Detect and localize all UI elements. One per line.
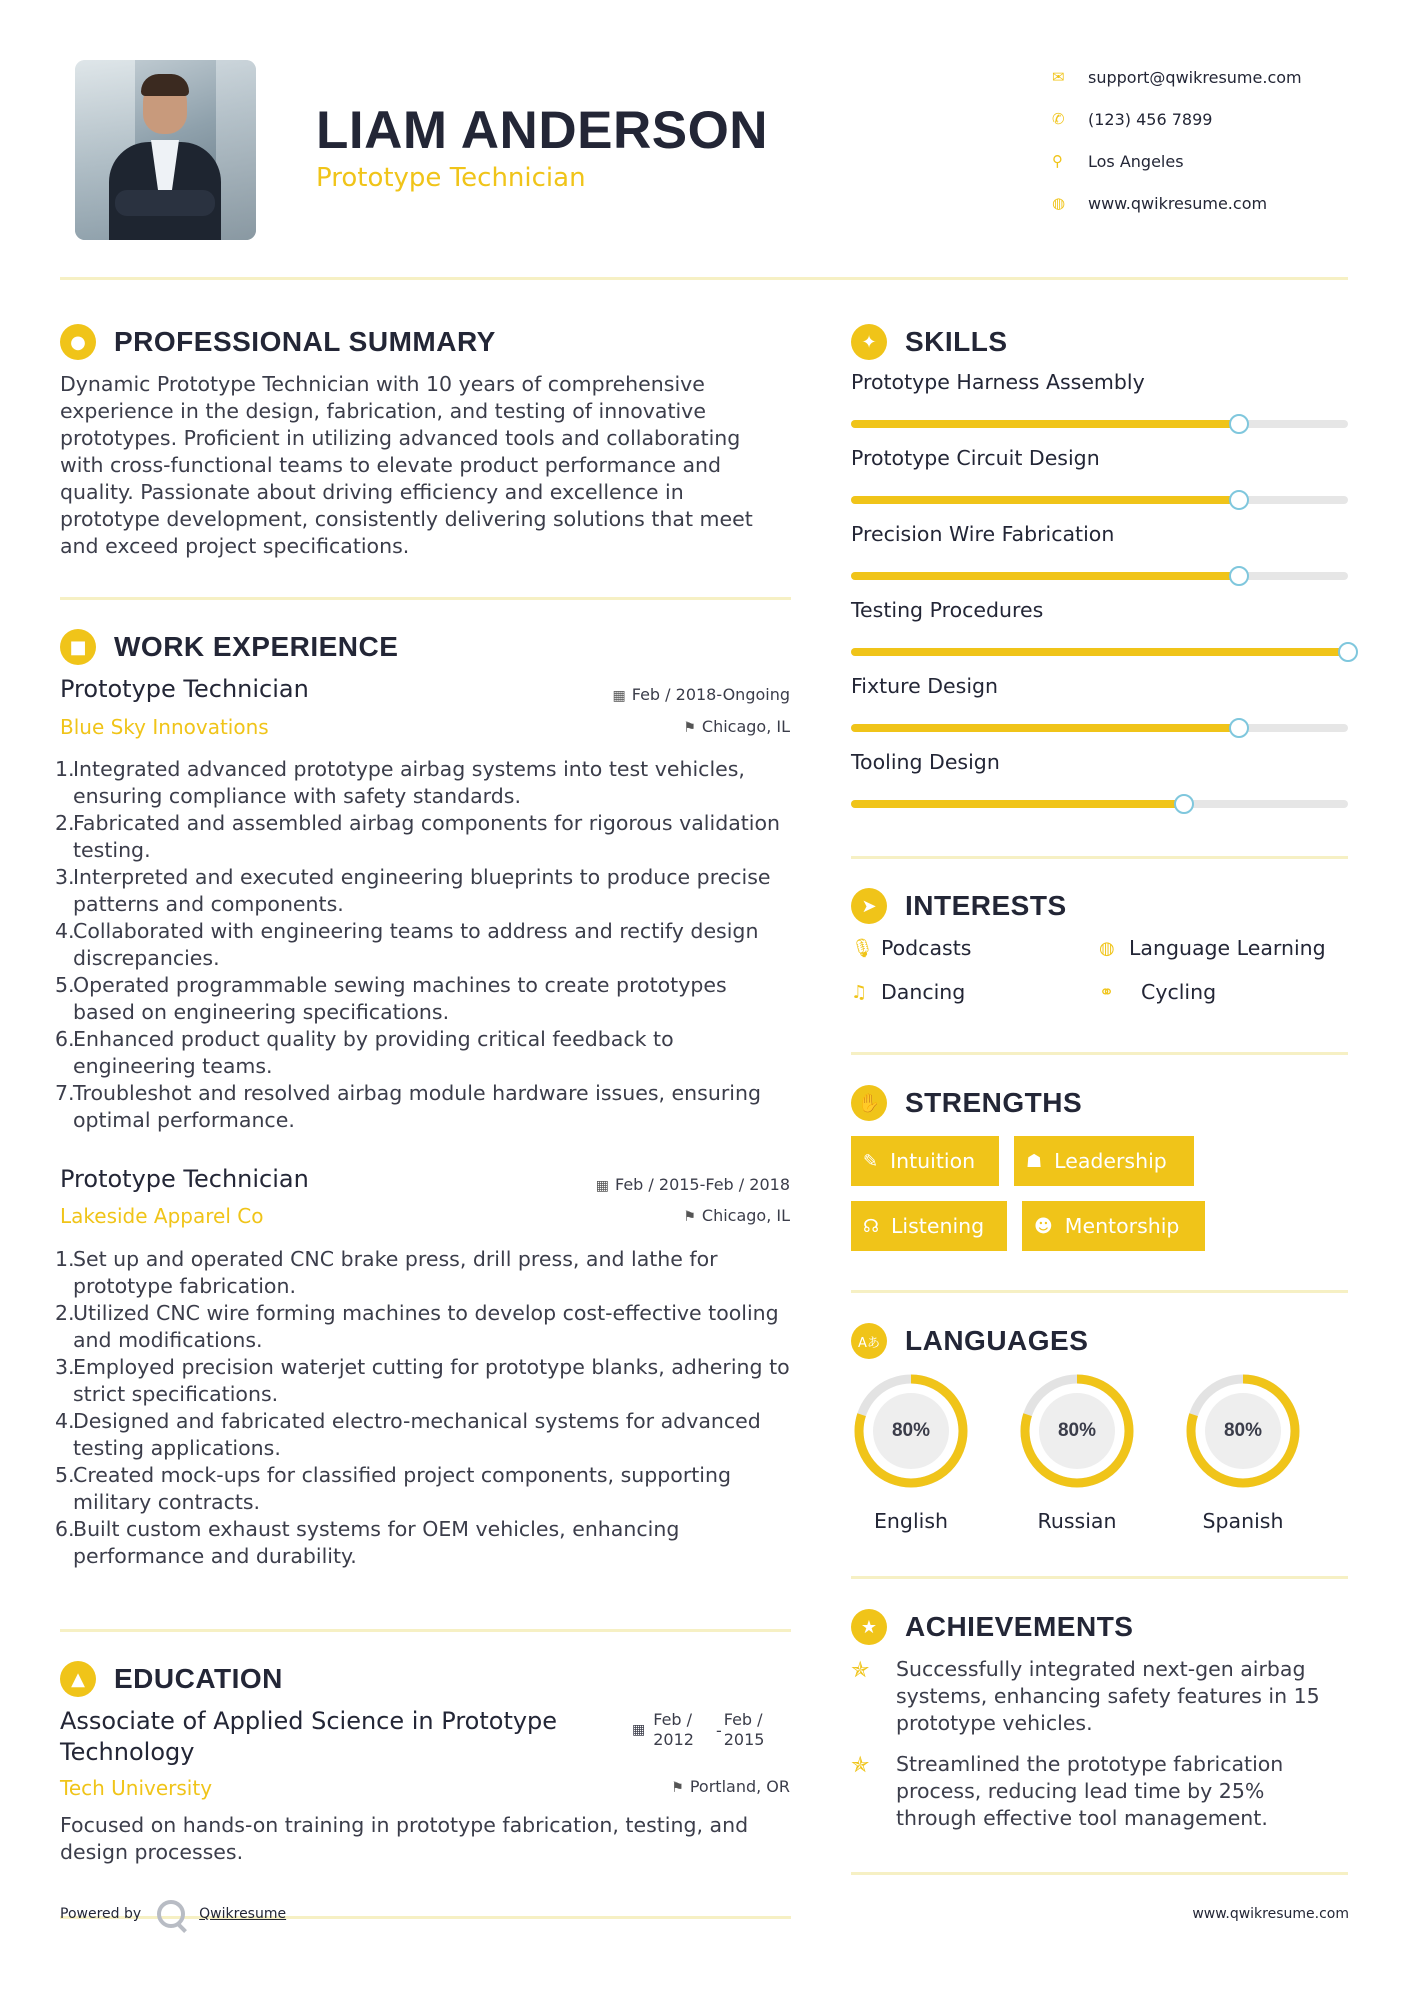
job-dates-text: Feb / 2018-Ongoing <box>631 685 790 704</box>
job-location <box>683 717 790 736</box>
skills-divider <box>851 856 1348 859</box>
skill-label: Tooling Design <box>851 750 1000 774</box>
magic-wand-icon: ✎ <box>863 1150 879 1172</box>
achievement-item <box>851 1656 1321 1737</box>
degree-title <box>60 1706 557 1768</box>
language-item <box>1017 1371 1137 1533</box>
skill-level-fill <box>851 724 1239 732</box>
job-responsibilities <box>55 1246 790 1570</box>
map-pin-icon: ⚑ <box>683 720 696 736</box>
language-item <box>1183 1371 1303 1533</box>
school-name: Tech University <box>60 1776 213 1800</box>
education-heading <box>60 1661 283 1697</box>
strengths-divider <box>851 1290 1348 1293</box>
job-company: Lakeside Apparel Co <box>60 1204 264 1228</box>
list-item: 1. Set up and operated CNC brake press, drill press, and lathe for prototype fabrication. <box>55 1247 718 1298</box>
strength-badge: ☗ Leadership <box>1014 1136 1194 1186</box>
languages-heading <box>851 1323 1088 1359</box>
globe-icon: ◍ <box>1052 194 1066 212</box>
list-item: 6. Built custom exhaust systems for OEM vehicles, enhancing performance and durability. <box>55 1517 680 1568</box>
contact-location-text: Los Angeles <box>1088 151 1184 171</box>
job-responsibilities <box>55 756 790 1134</box>
skill-level-bar <box>851 724 1348 732</box>
strength-badge: ☻ Mentorship <box>1022 1201 1205 1251</box>
skill-level-fill <box>851 496 1239 504</box>
language-item <box>851 1371 971 1533</box>
list-item: 3. Interpreted and executed engineering blueprints to produce precise patterns and components. <box>55 865 771 916</box>
experience-divider <box>60 1629 791 1632</box>
skill-label: Testing Procedures <box>851 598 1044 622</box>
paper-plane-icon: ➤ <box>851 888 887 924</box>
summary-heading <box>60 324 496 360</box>
skill-level-knob <box>1174 794 1194 814</box>
skill-level-fill <box>851 420 1239 428</box>
header-divider <box>60 277 1348 280</box>
contact-email[interactable] <box>1050 56 1380 98</box>
list-item: 5. Operated programmable sewing machines to create prototypes based on engineering specifications. <box>55 973 727 1024</box>
degree-title-line: Technology <box>60 1738 195 1766</box>
job-title: Prototype Technician <box>60 675 309 703</box>
list-item: 4. Collaborated with engineering teams to address and rectify design discrepancies. <box>55 919 759 970</box>
achievement-item <box>851 1751 1321 1832</box>
skills-title: SKILLS <box>905 326 1008 357</box>
summary-text: Dynamic Prototype Technician with 10 years of comprehensive experience in the design, fabrication, and testing of innovative prototypes. Proficient in utilizing advanced tools and collaborating with cross-functional teams to elevate product performance and quality. Passionate about driving efficiency and excellence in prototype development, consistently delivering solutions that meet and exceed project specifications. <box>60 372 753 558</box>
skill-label: Precision Wire Fabrication <box>851 522 1115 546</box>
education-dates <box>632 1710 764 1750</box>
skill-item <box>851 446 1348 470</box>
list-item: 2. Utilized CNC wire forming machines to develop cost-effective tooling and modifications. <box>55 1301 779 1352</box>
contact-website-text: www.qwikresume.com <box>1088 193 1268 213</box>
language-percent: 80% <box>891 1420 931 1441</box>
education-dash: - <box>715 1720 722 1740</box>
skill-item <box>851 370 1348 394</box>
experience-heading <box>60 629 398 665</box>
users-icon: ☗ <box>1026 1150 1043 1172</box>
skill-level-knob <box>1229 566 1249 586</box>
skill-item <box>851 598 1348 622</box>
skill-item <box>851 522 1348 546</box>
skill-level-bar <box>851 648 1348 656</box>
briefcase-icon: ■ <box>60 629 96 665</box>
education-title: EDUCATION <box>114 1663 283 1694</box>
list-item: 1. Integrated advanced prototype airbag systems into test vehicles, ensuring compliance with safety standards. <box>55 757 745 808</box>
summary-title: PROFESSIONAL SUMMARY <box>114 326 496 357</box>
education-start: Feb / 2012 <box>653 1710 694 1749</box>
skills-heading <box>851 324 1008 360</box>
interests-heading <box>851 888 1067 924</box>
location-pin-icon: ⚲ <box>1052 152 1063 170</box>
summary-divider <box>60 597 791 600</box>
calendar-icon: ▦ <box>612 688 626 704</box>
skill-label: Prototype Circuit Design <box>851 446 1100 470</box>
star-icon: ✯ <box>851 1753 870 1778</box>
skill-label: Prototype Harness Assembly <box>851 370 1145 394</box>
skill-level-knob <box>1229 718 1249 738</box>
footer-site-link[interactable]: www.qwikresume.com <box>1192 1906 1349 1922</box>
music-note-icon: ♫ <box>851 981 868 1003</box>
strengths-heading <box>851 1085 1082 1121</box>
skill-level-fill <box>851 648 1348 656</box>
contact-phone[interactable] <box>1050 98 1380 140</box>
languages-divider <box>851 1576 1348 1579</box>
bicycle-icon: ⚭ <box>1099 981 1115 1003</box>
lightbulb-icon: ✦ <box>851 324 887 360</box>
strength-badge: ✎ Intuition <box>851 1136 999 1186</box>
education-end: Feb / 2015 <box>723 1710 765 1749</box>
interest-item: ♫ Dancing <box>851 980 966 1004</box>
skill-item <box>851 750 1348 774</box>
contact-list <box>1050 56 1380 224</box>
profile-photo <box>75 60 256 240</box>
interest-item: 🎙︎ Podcasts <box>851 936 972 960</box>
list-item: 2. Fabricated and assembled airbag components for rigorous validation testing. <box>55 811 781 862</box>
interests-title: INTERESTS <box>905 890 1067 921</box>
qwikresume-logo-icon <box>157 1900 185 1928</box>
powered-by-text: Powered by <box>60 1906 142 1922</box>
strengths-title: STRENGTHS <box>905 1087 1083 1118</box>
list-item: 6. Enhanced product quality by providing critical feedback to engineering teams. <box>55 1027 674 1078</box>
skill-level-fill <box>851 572 1239 580</box>
candidate-name: LIAM ANDERSON <box>316 101 769 160</box>
skill-level-bar <box>851 800 1348 808</box>
graduation-icon: ▲ <box>60 1661 96 1697</box>
achievements-title: ACHIEVEMENTS <box>905 1611 1134 1642</box>
language-icon: Aあ <box>851 1323 887 1359</box>
skill-level-bar <box>851 420 1348 428</box>
achievements-divider <box>851 1872 1348 1875</box>
skill-level-bar <box>851 572 1348 580</box>
language-name: Spanish <box>1202 1509 1284 1533</box>
education-description: Focused on hands-on training in prototype fabrication, testing, and design processes. <box>60 1813 749 1864</box>
skill-item <box>851 674 1348 698</box>
resume-header <box>0 0 1407 280</box>
user-icon: ● <box>60 324 96 360</box>
calendar-icon: ▦ <box>595 1178 609 1194</box>
map-pin-icon: ⚑ <box>671 1780 684 1796</box>
star-icon: ✯ <box>851 1658 870 1683</box>
contact-phone-text: (123) 456 7899 <box>1088 109 1213 129</box>
language-name: Russian <box>1037 1509 1117 1533</box>
skill-level-knob <box>1338 642 1358 662</box>
job-location-text: Chicago, IL <box>701 717 790 736</box>
language-percent: 80% <box>1223 1420 1263 1441</box>
achievement-text: Streamlined the prototype fabrication process, reducing lead time by 25% through effective tool management. <box>896 1752 1284 1830</box>
skill-level-fill <box>851 800 1184 808</box>
list-item: 3. Employed precision waterjet cutting for prototype blanks, adhering to strict specifications. <box>55 1355 790 1406</box>
skill-label: Fixture Design <box>851 674 999 698</box>
star-icon: ★ <box>851 1609 887 1645</box>
interest-item: ⚭ Cycling <box>1099 980 1217 1004</box>
job-location <box>683 1206 790 1225</box>
list-item: 4. Designed and fabricated electro-mechanical systems for advanced testing applications. <box>55 1409 761 1460</box>
footer-powered-by <box>60 1900 286 1928</box>
language-percent: 80% <box>1057 1420 1097 1441</box>
achievement-text: Successfully integrated next-gen airbag systems, enhancing safety features in 15 prototype vehicles. <box>896 1657 1320 1735</box>
education-location-text: Portland, OR <box>689 1777 790 1796</box>
job-dates <box>613 685 790 704</box>
contact-website[interactable] <box>1050 182 1380 224</box>
calendar-icon: ▦ <box>632 1722 646 1738</box>
skill-level-bar <box>851 496 1348 504</box>
user-plus-icon: ☻ <box>1034 1215 1053 1237</box>
headphones-icon: ☊ <box>863 1215 879 1237</box>
strength-badge: ☊ Listening <box>851 1201 1007 1251</box>
experience-title: WORK EXPERIENCE <box>114 631 399 662</box>
degree-title-line: Associate of Applied Science in Prototype <box>60 1707 558 1735</box>
brand-link[interactable]: Qwikresume <box>199 1906 287 1922</box>
job-location-text: Chicago, IL <box>701 1206 790 1225</box>
candidate-title: Prototype Technician <box>316 163 586 193</box>
job-dates-text: Feb / 2015-Feb / 2018 <box>615 1175 790 1194</box>
interests-divider <box>851 1052 1348 1055</box>
job-company: Blue Sky Innovations <box>60 715 269 739</box>
globe-icon: ◍ <box>1099 937 1115 959</box>
skill-level-knob <box>1229 490 1249 510</box>
job-title: Prototype Technician <box>60 1165 309 1193</box>
phone-icon: ✆ <box>1052 110 1065 128</box>
skill-level-knob <box>1229 414 1249 434</box>
education-location <box>671 1777 790 1796</box>
contact-email-text: support@qwikresume.com <box>1088 67 1302 87</box>
list-item: 5. Created mock-ups for classified project components, supporting military contracts. <box>55 1463 732 1514</box>
job-dates <box>596 1175 790 1194</box>
envelope-icon: ✉ <box>1052 68 1065 86</box>
languages-title: LANGUAGES <box>905 1325 1089 1356</box>
list-item: 7. Troubleshot and resolved airbag module hardware issues, ensuring optimal performance. <box>55 1081 761 1132</box>
achievements-heading <box>851 1609 1133 1645</box>
microphone-icon: 🎙︎ <box>851 937 874 959</box>
hand-icon: ✋ <box>851 1085 887 1121</box>
language-name: English <box>873 1509 949 1533</box>
contact-location <box>1050 140 1380 182</box>
interest-item: ◍ Language Learning <box>1099 936 1326 960</box>
map-pin-icon: ⚑ <box>683 1209 696 1225</box>
